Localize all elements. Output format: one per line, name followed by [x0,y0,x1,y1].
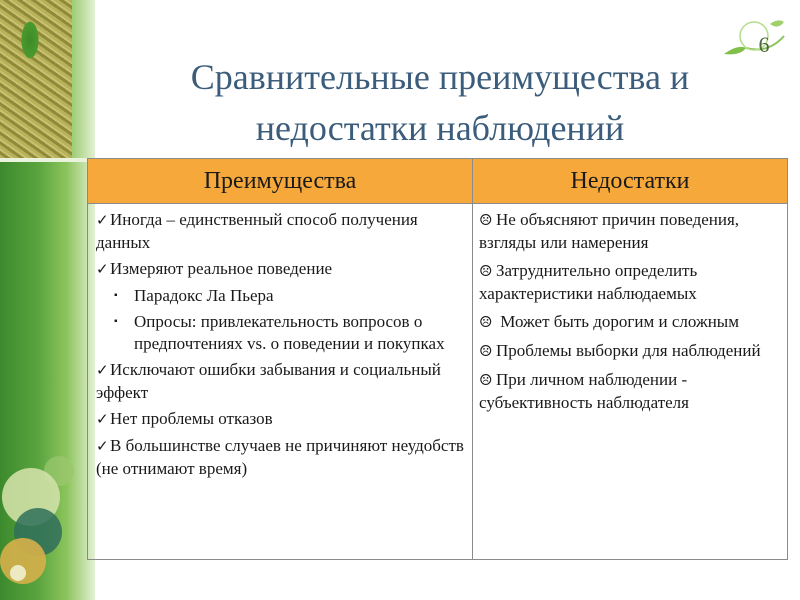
decorative-circle [10,565,26,581]
disadvantages-cell [479,209,779,420]
disadvantage-item [479,260,779,305]
title-line-1: Сравнительные преимущества и [190,57,690,97]
disadvantage-item [479,209,779,254]
page-title [120,52,760,154]
disadvantage-item [479,369,779,414]
square-bullet-icon: ▪ [114,316,118,327]
advantage-text: Измеряют реальное поведение [110,259,333,278]
sad-face-icon: ☹ [479,373,493,389]
checkmark-icon: ✓ [96,363,109,379]
leaf-photo-image [0,0,72,158]
disadvantage-item [479,311,779,334]
header-disadvantages: Недостатки [570,168,690,194]
sad-face-icon: ☹ [479,213,493,229]
advantage-text: Иногда – единственный способ получения данных [96,210,418,252]
column-divider [472,159,473,559]
title-line-2: недостатки наблюдений [255,108,625,148]
disadvantage-item [479,340,779,363]
advantages-cell [96,209,468,484]
sad-face-icon: ☹ [479,344,493,360]
disadvantage-text: Может быть дорогим и сложным [496,312,739,331]
disadvantage-text: Проблемы выборки для наблюдений [496,341,761,360]
advantage-item [96,359,468,404]
disadvantage-text: Не объясняют причин поведения, взгляды или намерения [479,210,740,252]
advantage-item [96,258,468,281]
advantage-text: Парадокс Ла Пьера [134,286,274,305]
sad-face-icon: ☹ [479,264,493,280]
left-decorative-strip [0,0,95,600]
checkmark-icon: ✓ [96,262,109,278]
checkmark-icon: ✓ [96,439,109,455]
advantage-text: Исключают ошибки забывания и социальный эффект [96,360,441,402]
comparison-table [87,158,788,560]
advantage-text: В большинстве случаев не причиняют неудобств (не отнимают время) [96,436,464,478]
header-advantages: Преимущества [203,168,357,194]
checkmark-icon: ✓ [96,412,109,428]
advantage-item [96,209,468,254]
advantage-item [96,435,468,480]
advantage-subitem [96,285,468,307]
checkmark-icon: ✓ [96,213,109,229]
advantage-text: Нет проблемы отказов [110,409,273,428]
square-bullet-icon: ▪ [114,290,118,301]
table-header-row [88,159,787,204]
photo-divider [0,158,95,162]
advantage-subitem [96,311,468,355]
disadvantage-text: При личном наблюдении - субъективность наблюдателя [479,370,689,412]
advantage-text: Опросы: привлекательность вопросов о предпочтениях vs. о поведении и покупках [134,312,445,353]
advantage-item [96,408,468,431]
disadvantage-text: Затруднительно определить характеристики наблюдаемых [479,261,698,303]
page-number: 6 [758,32,770,57]
sad-face-icon: ☹ [479,315,493,331]
